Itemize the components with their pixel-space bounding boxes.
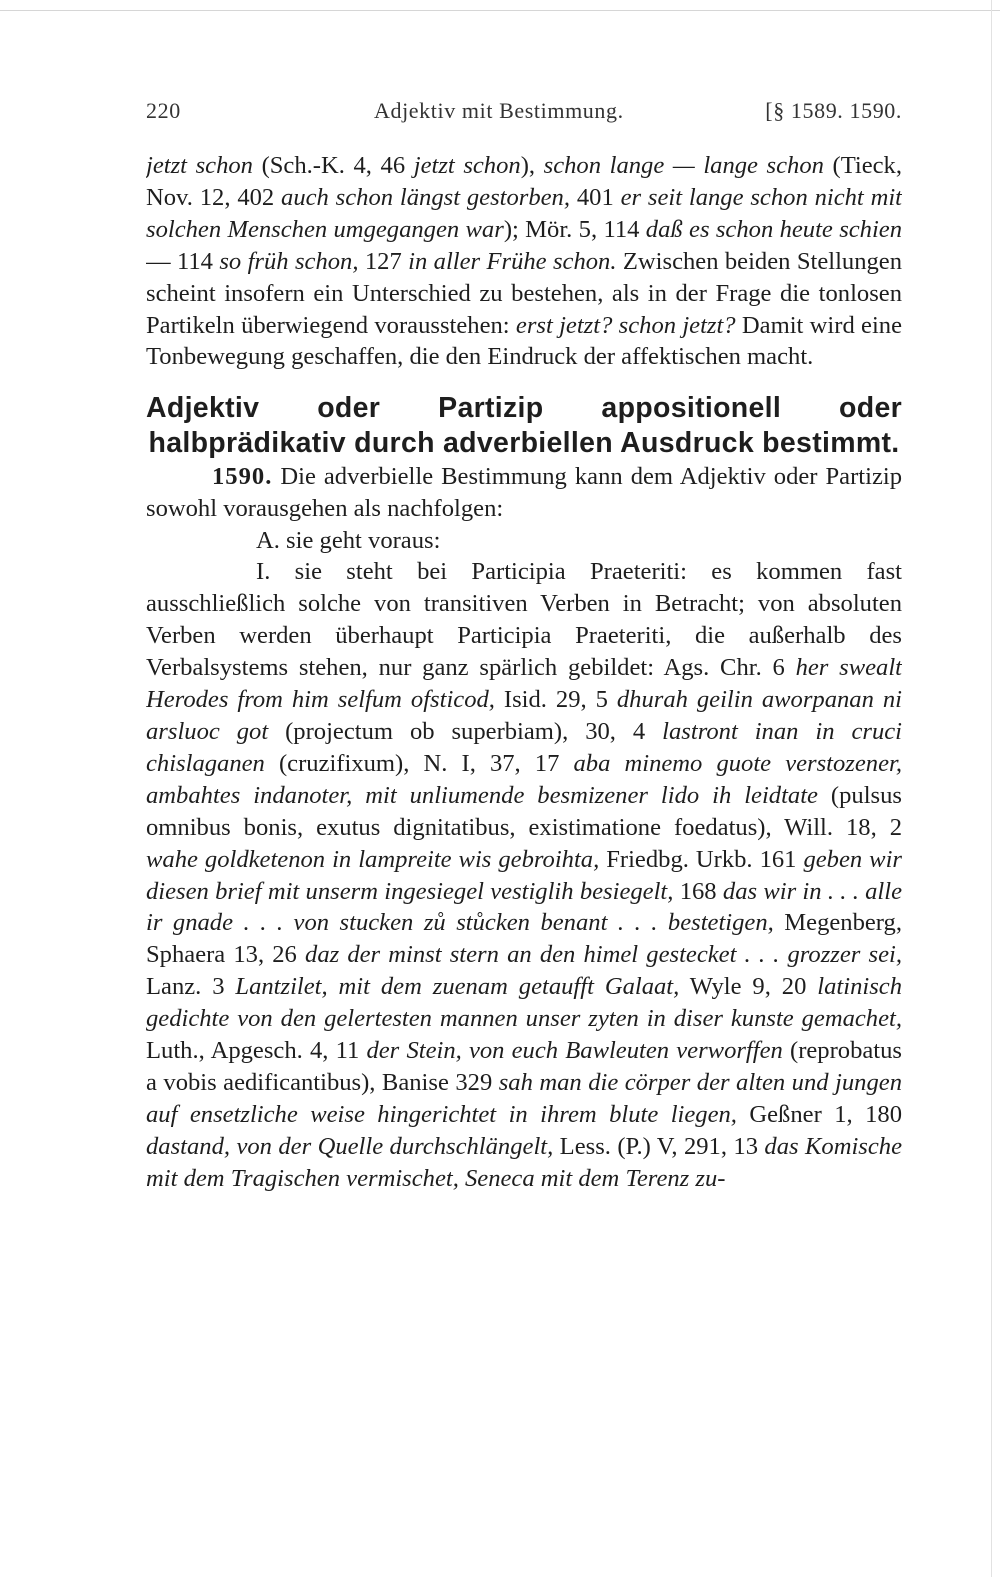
quote-example: daz der minst stern an den himel gestecket . . . grozzer sei, (305, 941, 902, 969)
quote-example: schon lange — lange schon (543, 152, 824, 179)
text-run: (pulsus omnibus bonis, exutus dignitatibus, existimatione foedatus), Will. 18, 2 (146, 781, 902, 841)
scan-edge-right (991, 0, 992, 1577)
text-run: I. sie steht bei Participia Praeteriti: es kommen fast ausschließlich solche von transitiven Verben in Betracht; von absoluten Verben werden überhaupt Participia Praeteriti, die außerhalb des Verbalsystems stehen, nur ganz spärlich gebildet: Ags. Chr. 6 (146, 558, 902, 682)
section-heading: Adjektiv oder Partizip appositionell oder halbprädikativ durch adverbiellen Ausdruck bestimmt. (146, 392, 902, 460)
text-run: Zwischen beiden Stellungen scheint insofern ein Unterschied zu bestehen, als in der Frage die tonlosen Partikeln überwiegend vorausstehen: (146, 247, 902, 339)
text-run: Megenberg, Sphaera 13, 26 (146, 909, 902, 969)
text-run: Luth., Apgesch. 4, 11 (146, 1037, 367, 1065)
quote-example: wahe goldketenon in lampreite wis gebroihta, (146, 845, 600, 873)
quote-example: das wir in . . . alle ir gnade . . . von stucken zů stůcken benant . . . bestetigen, (146, 877, 902, 937)
text-run: 401 (570, 183, 621, 211)
text-run: 127 (358, 247, 409, 275)
page-number: 220 (146, 98, 181, 123)
text-run: Less. (P.) V, 291, 13 (553, 1132, 765, 1160)
quote-example: aba minemo guote verstozener, ambahtes indanoter, mit unliumende besmizener lido ih leidtate (146, 749, 902, 809)
quote-example: dastand, von der Quelle durchschlängelt, (146, 1132, 554, 1160)
quote-example: lastront inan in cruci chislaganen (146, 718, 902, 777)
quote-example: das Komische mit dem Tragischen vermischet, Seneca mit dem Terenz zu- (146, 1132, 902, 1192)
text-run: Isid. 29, 5 (494, 686, 617, 714)
section-intro-text: Die adverbielle Bestimmung kann dem Adjektiv oder Partizip sowohl vorausgehen als nachfolgen: (146, 462, 902, 522)
quote-example: Lantzilet, mit dem zuenam getaufft Galaat, (235, 973, 680, 1001)
text-run: (cruzifixum), N. I, 37, 17 (264, 749, 574, 777)
text-run: (Sch.-K. 4, 46 (252, 152, 414, 179)
subheading-a: A. sie geht voraus: (256, 526, 441, 554)
text-run: — 114 (146, 247, 220, 275)
quote-example: jetzt schon (413, 152, 521, 179)
quote-example: in aller Frühe schon. (408, 247, 617, 275)
text-run: ); Mör. 5, 114 (503, 215, 646, 243)
paragraph-1590 (146, 461, 902, 525)
quote-example: sah man die cörper der alten und jungen auf ensetzliche weise hingerichtet in ihrem blute liegen, (146, 1068, 902, 1128)
quote-example: her swealt Herodes from him selfum ofsticod, (146, 654, 902, 714)
section-number: 1590. (212, 462, 273, 490)
text-run: (Tieck, Nov. 12, 402 (146, 152, 902, 211)
quote-example: erst jetzt? schon jetzt? (515, 311, 736, 339)
text-run: ), (520, 152, 544, 179)
paragraph-continued (146, 150, 902, 373)
text-run: Lanz. 3 (146, 973, 236, 1001)
text-run: Geßner 1, 180 (736, 1100, 902, 1128)
quote-example: latinisch gedichte von den gelertesten mannen unser zyten in diser kunste gemachet, (146, 973, 902, 1033)
quote-example: auch schon längst gestorben, (281, 183, 571, 211)
text-run: (projectum ob superbiam), 30, 4 (268, 718, 663, 745)
section-reference: [§ 1589. 1590. (765, 98, 902, 123)
quote-example: jetzt schon (146, 152, 253, 179)
text-run: Friedbg. Urkb. 161 (599, 845, 804, 873)
text-run: 168 (673, 877, 723, 905)
quote-example: geben wir diesen brief mit unserm ingesiegel vestiglih besiegelt, (146, 845, 902, 905)
running-title: Adjektiv mit Bestimmung. (374, 98, 624, 123)
scan-edge-top (0, 10, 1000, 11)
text-run: (reprobatus a vobis aedificantibus), Banise 329 (146, 1037, 902, 1096)
quote-example: er seit lange schon nicht mit solchen Menschen umgegangen war (146, 183, 902, 243)
quote-example: so früh schon, (219, 247, 359, 275)
quote-example: daß es schon heute schien (645, 215, 902, 243)
body-text (146, 150, 902, 1195)
text-run: Wyle 9, 20 (679, 973, 818, 1001)
quote-example: dhurah geilin aworpanan ni arsluoc got (146, 686, 902, 745)
quote-example: der Stein, von euch Bawleuten verworffen (366, 1037, 783, 1065)
running-header (146, 98, 902, 130)
paragraph-participia (146, 556, 902, 1194)
text-run: Damit wird eine Tonbewegung geschaffen, die den Eindruck der affektischen macht. (146, 311, 902, 371)
